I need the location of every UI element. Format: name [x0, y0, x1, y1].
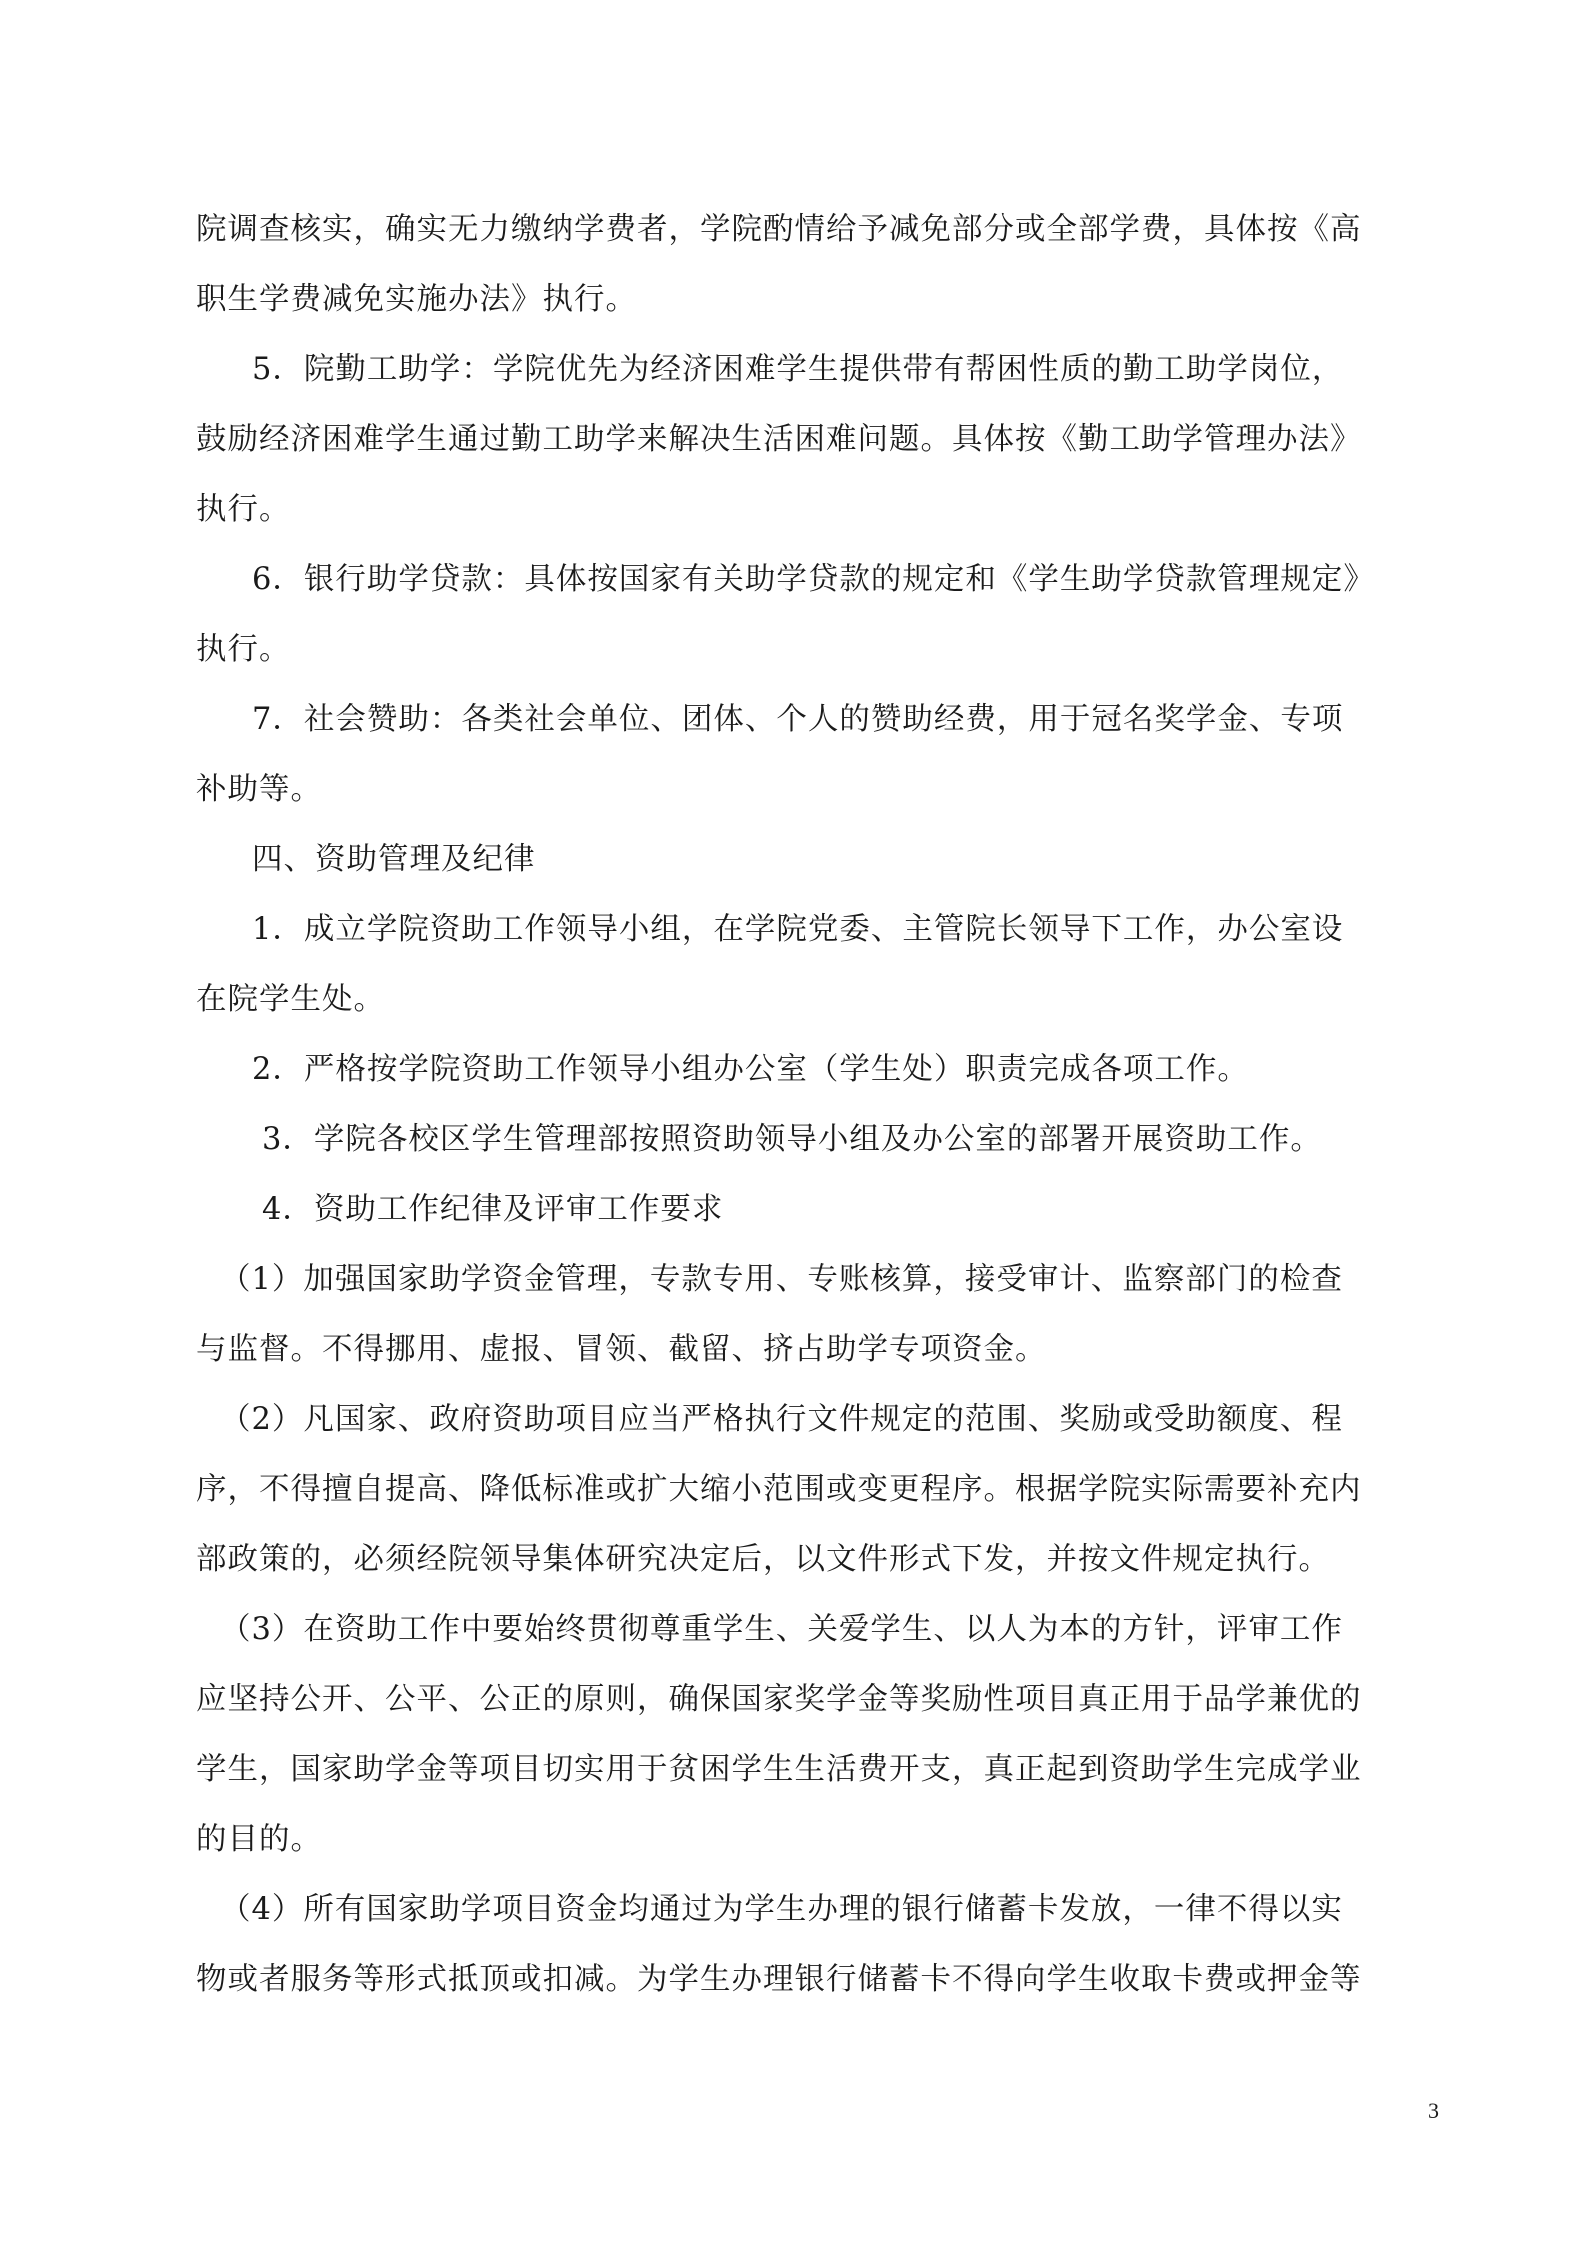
text-line: 6．银行助学贷款：具体按国家有关助学贷款的规定和《学生助学贷款管理规定》: [252, 562, 1375, 597]
text-line: 3．学院各校区学生管理部按照资助领导小组及办公室的部署开展资助工作。: [262, 1122, 1322, 1157]
text-line: 应坚持公开、公平、公正的原则，确保国家奖学金等奖励性项目真正用于品学兼优的: [196, 1682, 1362, 1717]
text-line: （4）所有国家助学项目资金均通过为学生办理的银行储蓄卡发放，一律不得以实: [220, 1892, 1343, 1927]
text-line: 物或者服务等形式抵顶或扣减。为学生办理银行储蓄卡不得向学生收取卡费或押金等: [196, 1962, 1362, 1997]
text-line: 4．资助工作纪律及评审工作要求: [262, 1192, 724, 1227]
text-line: 7．社会赞助：各类社会单位、团体、个人的赞助经费，用于冠名奖学金、专项: [252, 702, 1344, 737]
text-line: 执行。: [196, 492, 291, 527]
text-line: 鼓励经济困难学生通过勤工助学来解决生活困难问题。具体按《勤工助学管理办法》: [196, 422, 1362, 457]
text-line: 学生，国家助学金等项目切实用于贫困学生生活费开支，真正起到资助学生完成学业: [196, 1752, 1362, 1787]
text-line: 1．成立学院资助工作领导小组，在学院党委、主管院长领导下工作，办公室设: [252, 912, 1344, 947]
text-line: 与监督。不得挪用、虚报、冒领、截留、挤占助学专项资金。: [196, 1332, 1047, 1367]
text-line: 部政策的，必须经院领导集体研究决定后，以文件形式下发，并按文件规定执行。: [196, 1542, 1330, 1577]
page-number: 3: [1428, 2098, 1439, 2123]
section-heading: 四、资助管理及纪律: [252, 842, 536, 877]
text-line: 在院学生处。: [196, 982, 385, 1017]
text-line: 序，不得擅自提高、降低标准或扩大缩小范围或变更程序。根据学院实际需要补充内: [196, 1472, 1362, 1507]
text-line: 执行。: [196, 632, 291, 667]
text-line: 补助等。: [196, 772, 322, 807]
text-line: （3）在资助工作中要始终贯彻尊重学生、关爱学生、以人为本的方针，评审工作: [220, 1612, 1343, 1647]
text-line: 院调查核实，确实无力缴纳学费者，学院酌情给予减免部分或全部学费，具体按《高: [196, 212, 1362, 247]
text-line: 5．院勤工助学：学院优先为经济困难学生提供带有帮困性质的勤工助学岗位，: [252, 352, 1344, 387]
text-line: 2．严格按学院资助工作领导小组办公室（学生处）职责完成各项工作。: [252, 1052, 1249, 1087]
text-line: 职生学费减免实施办法》执行。: [196, 282, 637, 317]
text-line: 的目的。: [196, 1822, 322, 1857]
text-line: （1）加强国家助学资金管理，专款专用、专账核算，接受审计、监察部门的检查: [220, 1262, 1343, 1297]
text-line: （2）凡国家、政府资助项目应当严格执行文件规定的范围、奖励或受助额度、程: [220, 1402, 1343, 1437]
